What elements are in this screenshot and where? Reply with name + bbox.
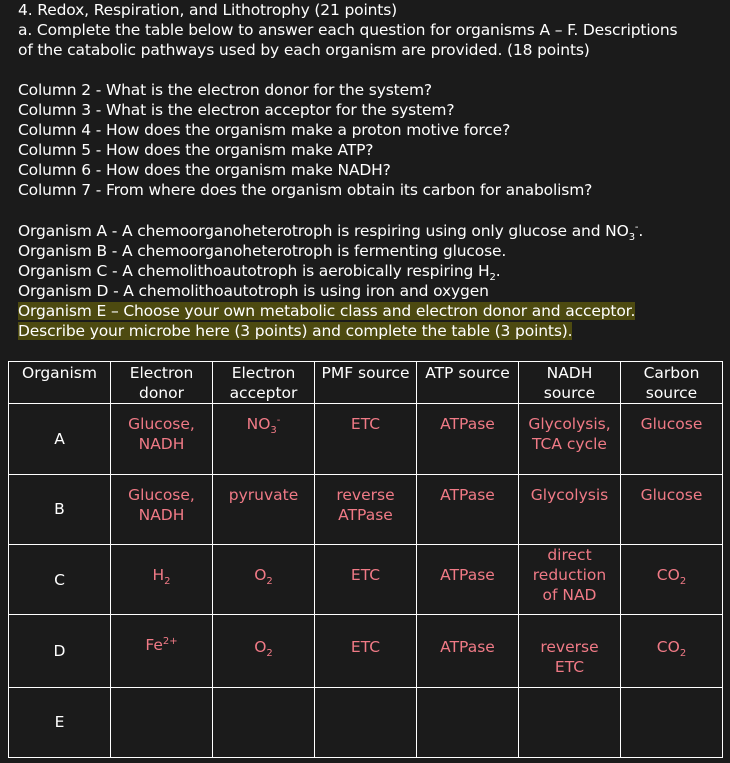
header-pmf-source: PMF source xyxy=(315,362,417,404)
cell-electron-acceptor[interactable]: pyruvate xyxy=(213,474,315,544)
organism-label: B xyxy=(9,474,111,544)
cell-nadh-source[interactable]: direct reduction of NAD xyxy=(519,544,621,614)
organism-label: D xyxy=(9,615,111,687)
header-electron-acceptor: Electron acceptor xyxy=(213,362,315,404)
table-header-row xyxy=(9,362,723,404)
cell-electron-donor[interactable]: Glucose, NADH xyxy=(111,404,213,474)
column-description: Column 7 - From where does the organism obtain its carbon for anabolism? xyxy=(18,181,593,199)
cell-carbon-source[interactable]: $CO_2$ xyxy=(621,544,723,614)
cell-electron-donor[interactable] xyxy=(111,687,213,757)
organism-label: C xyxy=(9,544,111,614)
cell-electron-acceptor[interactable]: $NO_3^-$ xyxy=(213,404,315,474)
header-carbon-source: Carbon source xyxy=(621,362,723,404)
table-row-b xyxy=(9,474,723,544)
organism-table xyxy=(8,361,723,758)
cell-atp-source[interactable]: ATPase xyxy=(417,615,519,687)
cell-atp-source[interactable]: ATPase xyxy=(417,474,519,544)
column-description: Column 4 - How does the organism make a proton motive force? xyxy=(18,121,511,139)
cell-carbon-source[interactable]: $CO_2$ xyxy=(621,615,723,687)
cell-electron-acceptor[interactable]: $O_2$ xyxy=(213,615,315,687)
organism-description: Organism E – Choose your own metabolic class and electron donor and acceptor. xyxy=(18,302,636,320)
cell-pmf-source[interactable]: ETC xyxy=(315,404,417,474)
header-electron-donor: Electron donor xyxy=(111,362,213,404)
column-description: Column 5 - How does the organism make ATP? xyxy=(18,141,374,159)
instruction-line: a. Complete the table below to answer each question for organisms A – F. Descriptions xyxy=(18,21,678,39)
cell-electron-donor[interactable]: Glucose, NADH xyxy=(111,474,213,544)
organism-description: Organism D - A chemolithoautotroph is using iron and oxygen xyxy=(18,282,489,300)
table-row-e xyxy=(9,687,723,757)
table-row-c xyxy=(9,544,723,614)
organism-description: Organism C - A chemolithoautotroph is aerobically respiring $H_2$. xyxy=(18,262,501,284)
question-title: 4. Redox, Respiration, and Lithotrophy (21 points) xyxy=(18,1,398,19)
cell-atp-source[interactable]: ATPase xyxy=(417,404,519,474)
cell-electron-acceptor[interactable]: $O_2$ xyxy=(213,544,315,614)
header-nadh-source: NADH source xyxy=(519,362,621,404)
cell-atp-source[interactable]: ATPase xyxy=(417,544,519,614)
cell-nadh-source[interactable]: Glycolysis xyxy=(519,474,621,544)
instruction-line: of the catabolic pathways used by each organism are provided. (18 points) xyxy=(18,41,590,59)
organism-description: Organism B - A chemoorganoheterotroph is fermenting glucose. xyxy=(18,242,507,260)
header-atp-source: ATP source xyxy=(417,362,519,404)
column-description: Column 6 - How does the organism make NADH? xyxy=(18,161,391,179)
cell-pmf-source[interactable]: reverse ATPase xyxy=(315,474,417,544)
cell-carbon-source[interactable]: Glucose xyxy=(621,474,723,544)
cell-pmf-source[interactable]: ETC xyxy=(315,615,417,687)
cell-electron-donor[interactable]: $H_2$ xyxy=(111,544,213,614)
cell-carbon-source[interactable] xyxy=(621,687,723,757)
organism-label: E xyxy=(9,687,111,757)
cell-nadh-source[interactable]: reverse ETC xyxy=(519,615,621,687)
cell-pmf-source[interactable]: ETC xyxy=(315,544,417,614)
header-organism: Organism xyxy=(9,362,111,404)
table-row-a xyxy=(9,404,723,474)
cell-atp-source[interactable] xyxy=(417,687,519,757)
cell-carbon-source[interactable]: Glucose xyxy=(621,404,723,474)
cell-electron-donor[interactable]: $Fe^{2+}$ xyxy=(111,615,213,687)
column-description: Column 3 - What is the electron acceptor for the system? xyxy=(18,101,455,119)
cell-nadh-source[interactable]: Glycolysis, TCA cycle xyxy=(519,404,621,474)
cell-electron-acceptor[interactable] xyxy=(213,687,315,757)
organism-description: Describe your microbe here (3 points) and complete the table (3 points). xyxy=(18,322,573,340)
table-row-d xyxy=(9,615,723,687)
cell-nadh-source[interactable] xyxy=(519,687,621,757)
cell-pmf-source[interactable] xyxy=(315,687,417,757)
organism-label: A xyxy=(9,404,111,474)
organism-description: Organism A - A chemoorganoheterotroph is respiring using only glucose and $NO_3^-$. xyxy=(18,221,644,244)
column-description: Column 2 - What is the electron donor for the system? xyxy=(18,81,433,99)
